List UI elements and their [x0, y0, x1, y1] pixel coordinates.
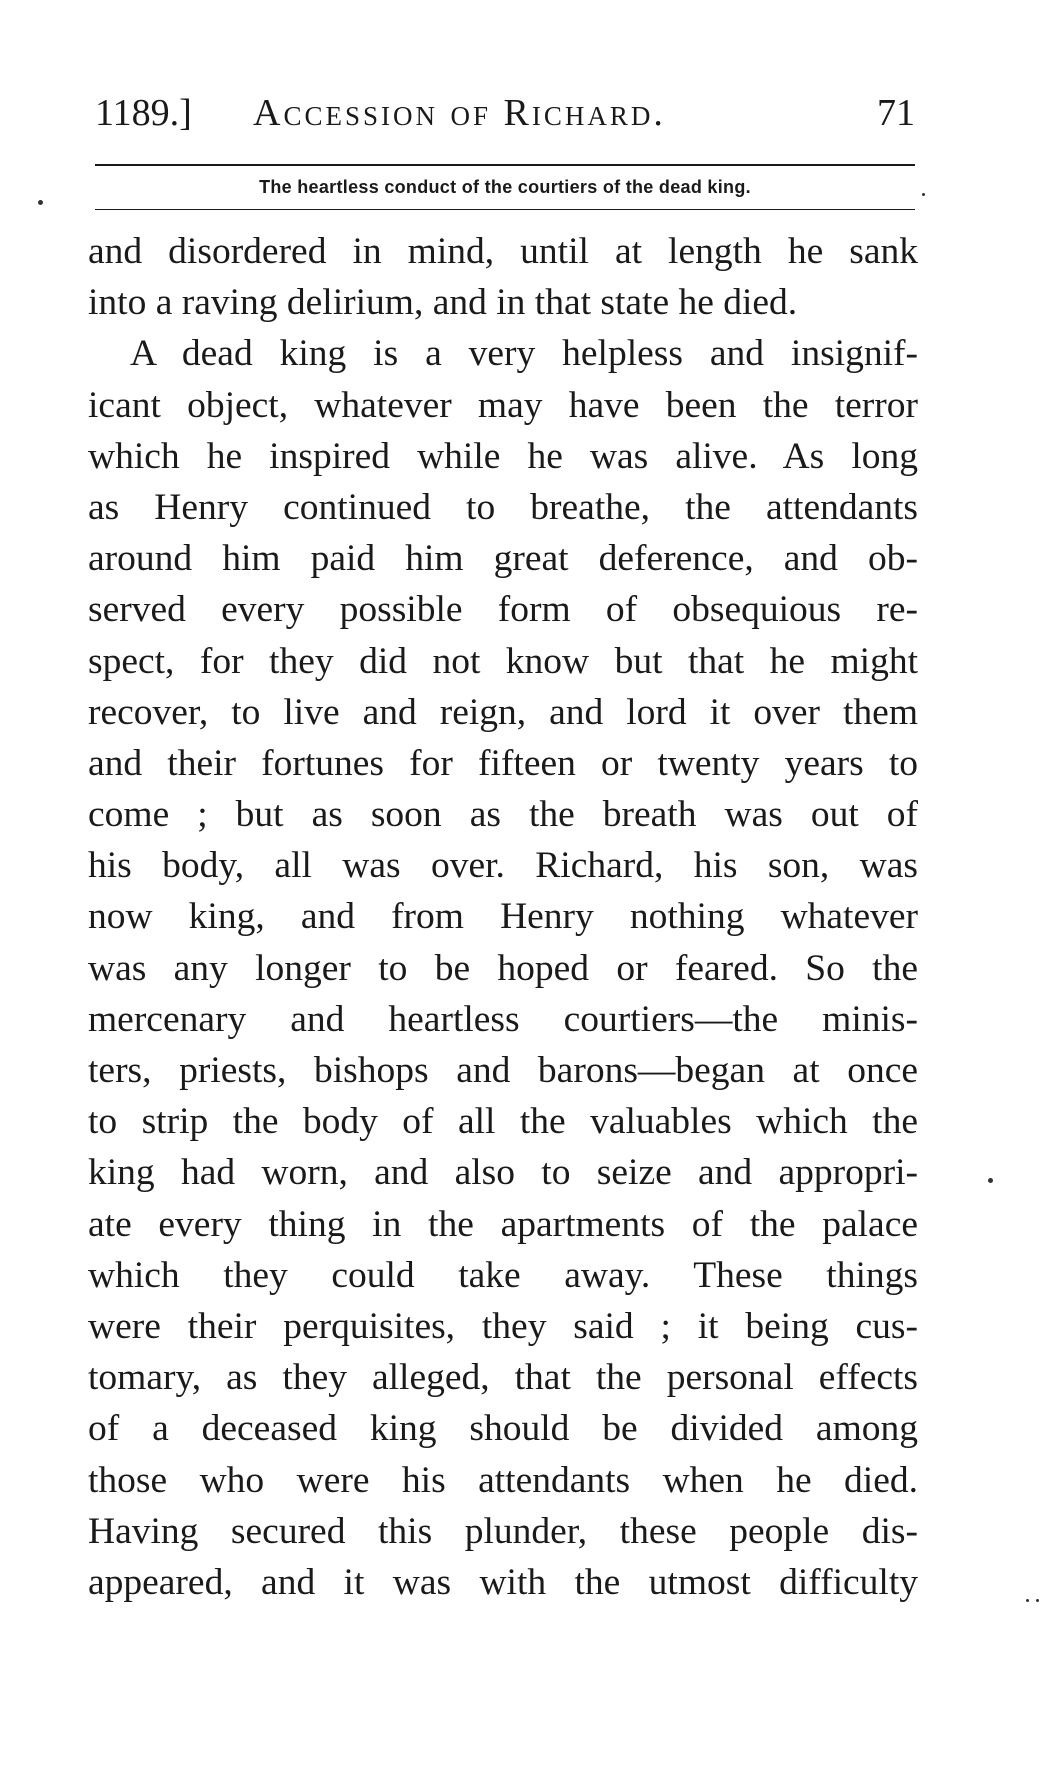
body-line: king had worn, and also to seize and appropri- [88, 1152, 918, 1194]
body-line: come ; but as soon as the breath was out of [88, 794, 918, 836]
page-subheading: The heartless conduct of the courtiers of the dead king. [259, 177, 751, 197]
running-head [95, 88, 915, 138]
body-line: icant object, whatever may have been the terror [88, 384, 918, 426]
body-line: around him paid him great deference, and ob- [88, 538, 918, 580]
running-head-title: Accession of Richard. [253, 92, 666, 134]
body-line: and their fortunes for fifteen or twenty years to [88, 742, 918, 784]
body-line: as Henry continued to breathe, the attendants [88, 486, 918, 528]
page-number: 71 [877, 92, 915, 134]
body-line: and disordered in mind, until at length he sank [88, 231, 918, 272]
body-line: spect, for they did not know but that he might [88, 640, 918, 682]
scan-speck [38, 200, 43, 205]
scan-speck [922, 193, 925, 196]
body-line: which they could take away. These things [88, 1254, 918, 1296]
scan-speck [988, 1178, 993, 1183]
body-line: were their perquisites, they said ; it being cus- [88, 1305, 918, 1347]
body-line: appeared, and it was with the utmost difficulty [88, 1561, 918, 1603]
body-line: now king, and from Henry nothing whatever [88, 896, 918, 938]
body-text [88, 226, 918, 1608]
body-line: of a deceased king should be divided among [88, 1408, 918, 1450]
scan-speck [1026, 1599, 1029, 1602]
header-rule-bottom [95, 209, 915, 210]
body-line: mercenary and heartless courtiers—the minis- [88, 998, 918, 1040]
body-line: to strip the body of all the valuables which the [88, 1101, 918, 1143]
body-line: into a raving delirium, and in that state he died. [88, 282, 798, 324]
body-line: A dead king is a very helpless and insignif- [130, 333, 918, 375]
body-line: which he inspired while he was alive. As long [88, 435, 918, 477]
body-line: those who were his attendants when he died. [88, 1459, 918, 1501]
body-line: tomary, as they alleged, that the personal effects [88, 1357, 918, 1399]
header-rule-top [95, 164, 915, 166]
body-line: his body, all was over. Richard, his son, was [88, 845, 918, 887]
body-line: Having secured this plunder, these people dis- [88, 1510, 918, 1552]
body-line: ate every thing in the apartments of the palace [88, 1203, 918, 1245]
body-line: ters, priests, bishops and barons—began at once [88, 1050, 918, 1091]
body-line: served every possible form of obsequious re- [88, 589, 918, 631]
running-head-year: 1189.] [95, 92, 192, 134]
scan-speck [1036, 1599, 1039, 1602]
body-line: recover, to live and reign, and lord it over them [88, 691, 918, 733]
body-line: was any longer to be hoped or feared. So the [88, 947, 918, 989]
